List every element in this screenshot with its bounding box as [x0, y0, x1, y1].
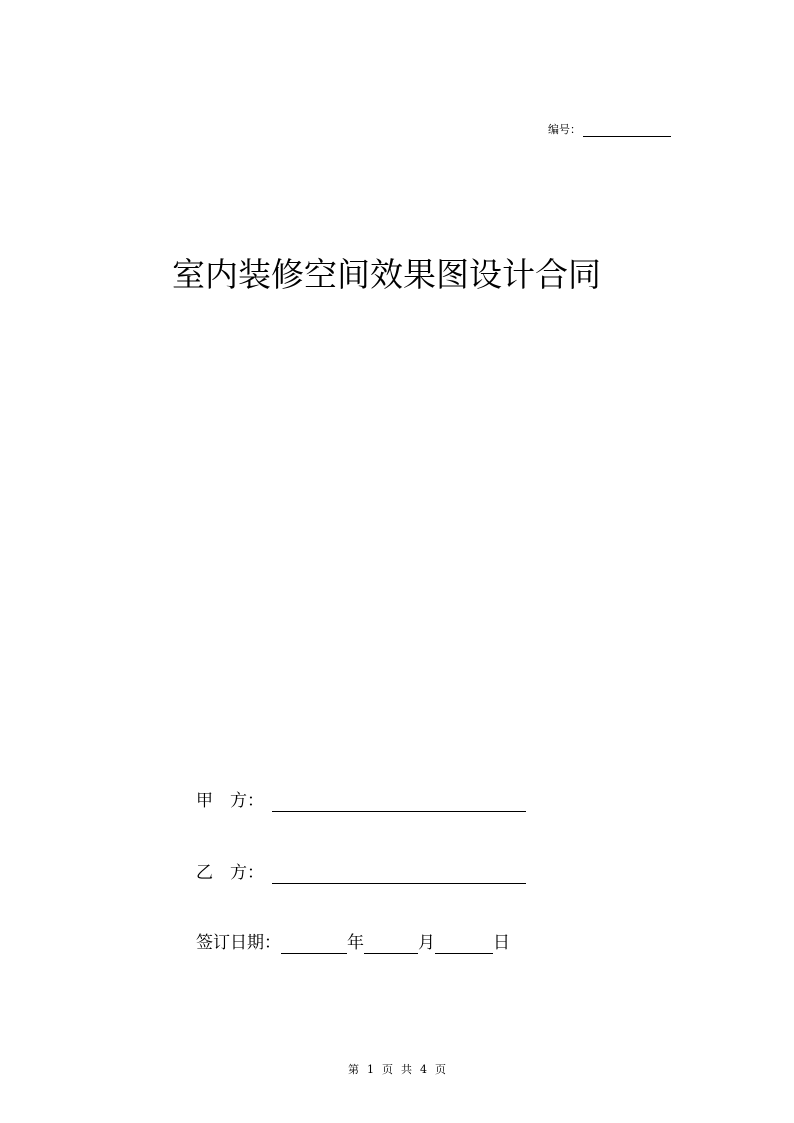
footer-total-prefix: 共	[401, 1063, 412, 1076]
document-number	[548, 123, 671, 137]
signing-month-unit: 月	[418, 933, 435, 953]
signing-year-blank	[281, 935, 347, 954]
document-number-label: 编号：	[548, 123, 581, 136]
party-b-blank	[272, 865, 526, 884]
signing-date-label: 签订日期：	[196, 933, 281, 953]
footer-suffix: 页	[435, 1063, 446, 1076]
page-footer	[0, 1063, 794, 1077]
contract-title: 室内装修空间效果图设计合同	[172, 255, 601, 294]
party-a-line	[196, 790, 526, 812]
party-b-line	[196, 862, 526, 884]
signing-day-blank	[435, 935, 493, 954]
footer-page-word: 页	[382, 1063, 393, 1076]
party-a-label: 甲 方：	[196, 791, 264, 811]
signing-day-unit: 日	[493, 933, 510, 953]
footer-prefix: 第	[348, 1063, 359, 1076]
signing-month-blank	[364, 935, 418, 954]
signing-year-unit: 年	[347, 933, 364, 953]
document-number-blank	[583, 124, 671, 137]
signing-date-line	[196, 932, 510, 954]
party-a-blank	[272, 793, 526, 812]
current-page-number: 1	[367, 1063, 374, 1076]
total-pages-number: 4	[420, 1063, 427, 1076]
party-b-label: 乙 方：	[196, 863, 264, 883]
